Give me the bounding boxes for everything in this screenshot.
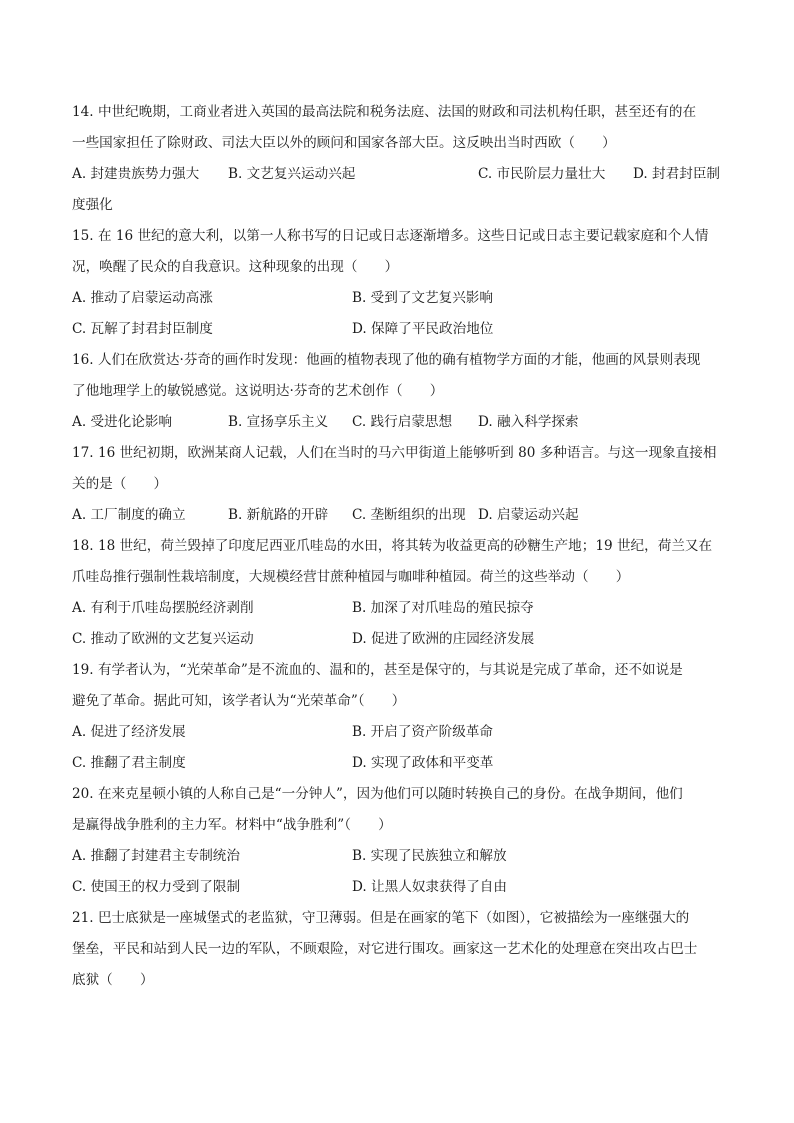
question-20-option-b: B. 实现了民族独立和解放 <box>352 848 507 864</box>
question-15-option-a: A. 推动了启蒙运动高涨 <box>72 290 213 306</box>
question-15-stem-line-2: 况，唤醒了民众的自我意识。这种现象的出现（ ） <box>72 259 399 275</box>
question-16-stem-line-2: 了他地理学上的敏锐感觉。这说明达·芬奇的艺术创作（ ） <box>72 383 444 399</box>
question-14-option-c: C. 市民阶层力量壮大 <box>478 166 606 182</box>
question-16-option-c: C. 践行启蒙思想 <box>352 414 453 430</box>
question-19-stem-line-1: 19. 有学者认为，“光荣革命”是不流血的、温和的，甚至是保守的，与其说是完成了革命，还不如说是 <box>72 662 683 678</box>
question-16-option-d: D. 融入科学探索 <box>478 414 579 430</box>
question-17-option-a: A. 工厂制度的确立 <box>72 507 186 523</box>
question-18-stem-line-1: 18. 18 世纪，荷兰毁掉了印度尼西亚爪哇岛的水田，将其转为收益更高的砂糖生产地；19 世纪，荷兰又在 <box>72 538 713 554</box>
question-14-option-b: B. 文艺复兴运动兴起 <box>228 166 356 182</box>
question-20-option-c: C. 使国王的权力受到了限制 <box>72 879 241 895</box>
question-20-option-d: D. 让黑人奴隶获得了自由 <box>352 879 507 895</box>
question-16-stem-line-1: 16. 人们在欣赏达·芬奇的画作时发现：他画的植物表现了他的确有植物学方面的才能，他画的风景则表现 <box>72 352 701 368</box>
question-19-option-b: B. 开启了资产阶级革命 <box>352 724 493 740</box>
question-21-stem-line-2: 堡垒，平民和站到人民一边的军队，不顾艰险，对它进行围攻。画家这一艺术化的处理意在突出攻占巴士 <box>72 941 698 957</box>
question-14-option-d-continuation: 度强化 <box>72 197 113 213</box>
question-17-stem-line-1: 17. 16 世纪初期，欧洲某商人记载，人们在当时的马六甲街道上能够听到 80 多种语言。与这一现象直接相 <box>72 445 717 461</box>
question-19-option-c: C. 推翻了君主制度 <box>72 755 186 771</box>
question-15-option-c: C. 瓦解了封君封臣制度 <box>72 321 213 337</box>
question-21-stem-line-1: 21. 巴士底狱是一座城堡式的老监狱，守卫薄弱。但是在画家的笔下（如图），它被描绘为一座继强大的 <box>72 910 690 926</box>
question-17-option-d: D. 启蒙运动兴起 <box>478 507 579 523</box>
question-17-option-c: C. 垄断组织的出现 <box>352 507 466 523</box>
question-18-stem-line-2: 爪哇岛推行强制性栽培制度，大规模经营甘蔗种植园与咖啡种植园。荷兰的这些举动（ ） <box>72 569 630 585</box>
question-15-option-d: D. 保障了平民政治地位 <box>352 321 494 337</box>
question-14-option-a: A. 封建贵族势力强大 <box>72 166 200 182</box>
question-14-stem-line-1: 14. 中世纪晚期，工商业者进入英国的最高法院和税务法庭、法国的财政和司法机构任职，甚至还有的在 <box>72 104 697 120</box>
question-18-option-c: C. 推动了欧洲的文艺复兴运动 <box>72 631 254 647</box>
question-15-option-b: B. 受到了文艺复兴影响 <box>352 290 493 306</box>
question-16-option-a: A. 受进化论影响 <box>72 414 173 430</box>
question-15-stem-line-1: 15. 在 16 世纪的意大利，以第一人称书写的日记或日志逐渐增多。这些日记或日志主要记载家庭和个人情 <box>72 228 709 244</box>
question-20-stem-line-1: 20. 在来克星顿小镇的人称自己是“一分钟人”，因为他们可以随时转换自己的身份。在战争期间，他们 <box>72 786 683 802</box>
question-18-option-d: D. 促进了欧洲的庄园经济发展 <box>352 631 535 647</box>
question-14-option-d: D. 封君封臣制 <box>633 166 721 182</box>
question-18-option-b: B. 加深了对爪哇岛的殖民掠夺 <box>352 600 534 616</box>
question-17-option-b: B. 新航路的开辟 <box>228 507 329 523</box>
question-14-stem-line-2: 一些国家担任了除财政、司法大臣以外的顾问和国家各部大臣。这反映出当时西欧（ ） <box>72 135 616 151</box>
question-19-option-d: D. 实现了政体和平变革 <box>352 755 494 771</box>
question-18-option-a: A. 有利于爪哇岛摆脱经济剥削 <box>72 600 254 616</box>
question-16-option-b: B. 宣扬享乐主义 <box>228 414 329 430</box>
question-20-stem-line-2: 是赢得战争胜利的主力军。材料中“战争胜利”（ ） <box>72 817 392 833</box>
question-17-stem-line-2: 关的是（ ） <box>72 476 168 492</box>
question-19-option-a: A. 促进了经济发展 <box>72 724 186 740</box>
question-19-stem-line-2: 避免了革命。据此可知，该学者认为“光荣革命”（ ） <box>72 693 406 709</box>
question-20-option-a: A. 推翻了封建君主专制统治 <box>72 848 240 864</box>
question-21-stem-line-3: 底狱（ ） <box>72 972 154 988</box>
